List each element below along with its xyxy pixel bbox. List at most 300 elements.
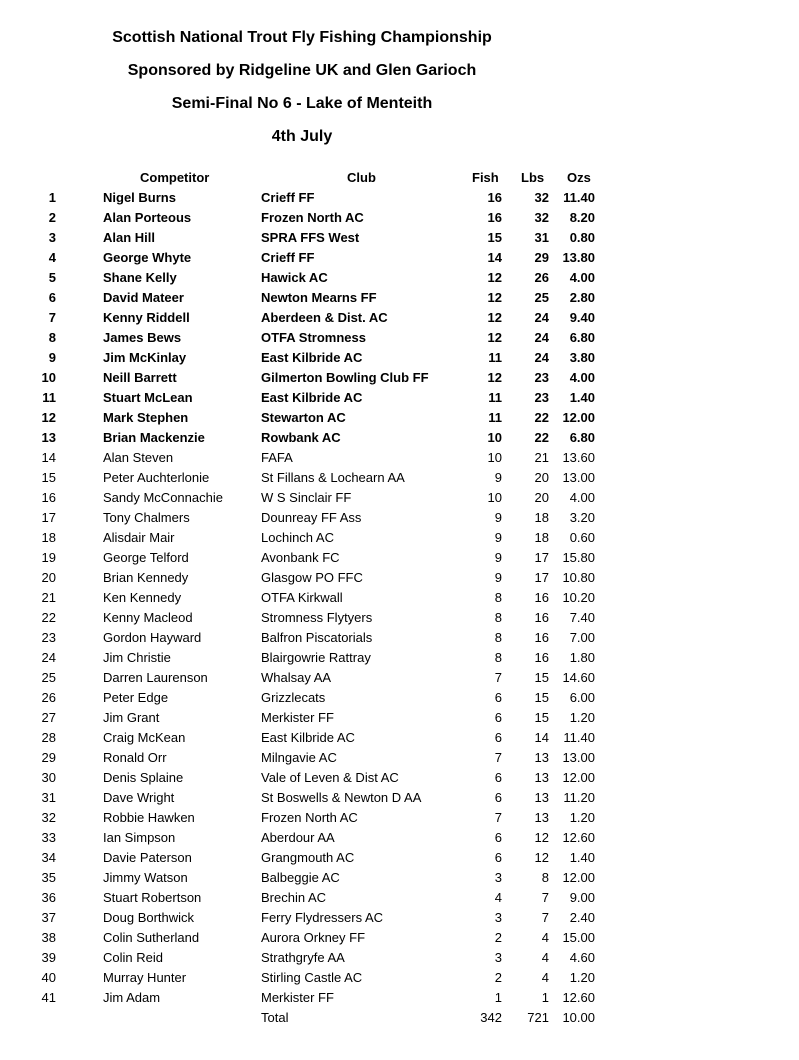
cell-club: Rowbank AC — [261, 430, 341, 445]
cell-ozs: 15.80 — [562, 550, 595, 565]
cell-lbs: 1 — [541, 990, 549, 1005]
table-row — [0, 408, 799, 428]
table-row — [0, 188, 799, 208]
cell-competitor: Jim Christie — [103, 650, 171, 665]
cell-club: Strathgryfe AA — [261, 950, 345, 965]
cell-ozs: 12.60 — [562, 830, 595, 845]
cell-club: Frozen North AC — [261, 210, 364, 225]
cell-ozs: 11.20 — [563, 790, 595, 805]
cell-club: East Kilbride AC — [261, 730, 355, 745]
table-row — [0, 588, 799, 608]
cell-lbs: 13 — [534, 750, 549, 765]
cell-position: 34 — [41, 850, 56, 865]
cell-competitor: George Telford — [103, 550, 189, 565]
cell-club: Aberdour AA — [261, 830, 335, 845]
cell-ozs: 12.00 — [562, 410, 595, 425]
table-row — [0, 928, 799, 948]
cell-competitor: Peter Auchterlonie — [103, 470, 210, 485]
cell-club: Brechin AC — [261, 890, 327, 905]
cell-fish: 10 — [487, 450, 502, 465]
cell-club: Stirling Castle AC — [261, 970, 363, 985]
table-row — [0, 988, 799, 1008]
cell-fish: 8 — [494, 650, 502, 665]
cell-position: 15 — [41, 470, 56, 485]
championship-title: Scottish National Trout Fly Fishing Championship — [112, 29, 492, 46]
cell-competitor: Jim Grant — [103, 710, 160, 725]
table-row — [0, 608, 799, 628]
cell-position: 22 — [41, 610, 56, 625]
cell-ozs: 1.20 — [569, 810, 595, 825]
table-row — [0, 448, 799, 468]
cell-lbs: 20 — [534, 470, 549, 485]
cell-lbs: 17 — [534, 570, 549, 585]
cell-position: 18 — [41, 530, 56, 545]
cell-fish: 10 — [487, 430, 502, 445]
cell-ozs: 0.80 — [569, 230, 595, 245]
cell-position: 2 — [48, 210, 56, 225]
cell-club: Lochinch AC — [261, 530, 334, 545]
cell-lbs: 23 — [534, 370, 549, 385]
cell-ozs: 12.00 — [562, 770, 595, 785]
cell-lbs: 18 — [534, 530, 549, 545]
cell-position: 26 — [41, 690, 56, 705]
cell-club: St Boswells & Newton D AA — [261, 790, 422, 805]
cell-competitor: James Bews — [103, 330, 182, 345]
cell-fish: 2 — [494, 970, 502, 985]
cell-fish: 3 — [494, 870, 502, 885]
header-competitor: Competitor — [140, 170, 210, 185]
cell-lbs: 29 — [534, 250, 549, 265]
cell-position: 33 — [41, 830, 56, 845]
table-row — [0, 568, 799, 588]
cell-competitor: Robbie Hawken — [103, 810, 195, 825]
cell-competitor: Ian Simpson — [103, 830, 176, 845]
cell-position: 23 — [41, 630, 56, 645]
table-row — [0, 688, 799, 708]
cell-ozs: 1.40 — [569, 390, 595, 405]
cell-fish: 1 — [494, 990, 502, 1005]
cell-club: Stromness Flytyers — [261, 610, 373, 625]
cell-competitor: Dave Wright — [103, 790, 175, 805]
table-row — [0, 708, 799, 728]
cell-competitor: Neill Barrett — [103, 370, 177, 385]
cell-competitor: Craig McKean — [103, 730, 186, 745]
cell-fish: 9 — [494, 570, 502, 585]
cell-ozs: 2.40 — [569, 910, 595, 925]
cell-competitor: Kenny Riddell — [103, 310, 190, 325]
cell-competitor: Alisdair Mair — [103, 530, 175, 545]
cell-position: 6 — [48, 290, 56, 305]
table-row — [0, 868, 799, 888]
cell-competitor: Sandy McConnachie — [103, 490, 223, 505]
cell-position: 8 — [48, 330, 56, 345]
cell-lbs: 18 — [534, 510, 549, 525]
cell-lbs: 21 — [534, 450, 549, 465]
cell-lbs: 4 — [541, 970, 549, 985]
cell-fish: 12 — [487, 370, 502, 385]
table-row — [0, 668, 799, 688]
cell-fish: 6 — [494, 690, 502, 705]
cell-position: 36 — [41, 890, 56, 905]
cell-fish: 10 — [487, 490, 502, 505]
cell-competitor: Alan Hill — [103, 230, 156, 245]
cell-ozs: 6.00 — [569, 690, 595, 705]
cell-position: 24 — [41, 650, 56, 665]
cell-lbs: 7 — [541, 890, 549, 905]
cell-club: Ferry Flydressers AC — [261, 910, 384, 925]
cell-club: OTFA Kirkwall — [261, 590, 343, 605]
cell-position: 1 — [48, 190, 56, 205]
sponsor-line: Sponsored by Ridgeline UK and Glen Garioch — [127, 62, 477, 79]
cell-ozs: 8.20 — [569, 210, 595, 225]
cell-ozs: 1.40 — [569, 850, 595, 865]
cell-club: Merkister FF — [261, 710, 334, 725]
cell-competitor: Ronald Orr — [103, 750, 167, 765]
cell-ozs: 7.00 — [569, 630, 595, 645]
cell-fish: 11 — [488, 390, 502, 405]
cell-ozs: 6.80 — [569, 330, 595, 345]
cell-competitor: Doug Borthwick — [103, 910, 195, 925]
cell-club: Dounreay FF Ass — [261, 510, 362, 525]
cell-club: Whalsay AA — [261, 670, 332, 685]
table-row — [0, 748, 799, 768]
cell-ozs: 4.00 — [569, 370, 595, 385]
header-ozs: Ozs — [567, 170, 591, 185]
cell-lbs: 16 — [534, 630, 549, 645]
cell-competitor: Jimmy Watson — [103, 870, 188, 885]
cell-lbs: 15 — [534, 710, 549, 725]
total-lbs: 721 — [527, 1010, 549, 1025]
cell-competitor: Gordon Hayward — [103, 630, 202, 645]
cell-club: Balbeggie AC — [261, 870, 340, 885]
cell-fish: 8 — [494, 610, 502, 625]
cell-ozs: 10.80 — [562, 570, 595, 585]
cell-position: 14 — [41, 450, 56, 465]
cell-fish: 4 — [494, 890, 502, 905]
cell-fish: 14 — [487, 250, 502, 265]
cell-fish: 11 — [488, 410, 502, 425]
table-row — [0, 828, 799, 848]
cell-fish: 6 — [494, 790, 502, 805]
cell-ozs: 9.00 — [569, 890, 595, 905]
cell-ozs: 14.60 — [562, 670, 595, 685]
table-row — [0, 628, 799, 648]
cell-competitor: Brian Kennedy — [103, 570, 189, 585]
cell-competitor: Stuart Robertson — [103, 890, 202, 905]
cell-ozs: 7.40 — [569, 610, 595, 625]
header-fish: Fish — [472, 170, 499, 185]
cell-ozs: 3.80 — [569, 350, 595, 365]
cell-fish: 6 — [494, 770, 502, 785]
cell-lbs: 7 — [541, 910, 549, 925]
cell-lbs: 16 — [534, 650, 549, 665]
cell-club: OTFA Stromness — [261, 330, 366, 345]
cell-competitor: Darren Laurenson — [103, 670, 208, 685]
cell-lbs: 26 — [534, 270, 549, 285]
cell-ozs: 4.00 — [569, 490, 595, 505]
cell-competitor: David Mateer — [103, 290, 184, 305]
cell-club: W S Sinclair FF — [261, 490, 352, 505]
cell-ozs: 13.00 — [562, 470, 595, 485]
table-row — [0, 948, 799, 968]
cell-lbs: 15 — [534, 670, 549, 685]
cell-lbs: 31 — [534, 230, 549, 245]
total-ozs: 10.00 — [562, 1010, 595, 1025]
cell-competitor: Brian Mackenzie — [103, 430, 205, 445]
cell-fish: 6 — [494, 730, 502, 745]
cell-ozs: 10.20 — [562, 590, 595, 605]
cell-club: Blairgowrie Rattray — [261, 650, 371, 665]
table-row — [0, 528, 799, 548]
table-row — [0, 888, 799, 908]
cell-competitor: Alan Porteous — [103, 210, 192, 225]
cell-lbs: 24 — [534, 330, 549, 345]
cell-position: 21 — [41, 590, 56, 605]
cell-ozs: 15.00 — [562, 930, 595, 945]
cell-lbs: 24 — [534, 350, 549, 365]
cell-club: Hawick AC — [261, 270, 328, 285]
cell-fish: 9 — [494, 470, 502, 485]
cell-fish: 9 — [494, 530, 502, 545]
cell-club: FAFA — [261, 450, 293, 465]
cell-lbs: 32 — [534, 210, 549, 225]
cell-ozs: 11.40 — [563, 730, 595, 745]
cell-fish: 6 — [494, 850, 502, 865]
cell-ozs: 13.60 — [562, 450, 595, 465]
table-row — [0, 388, 799, 408]
cell-lbs: 25 — [534, 290, 549, 305]
cell-position: 11 — [42, 390, 56, 405]
cell-club: Grizzlecats — [261, 690, 326, 705]
cell-lbs: 17 — [534, 550, 549, 565]
cell-club: Vale of Leven & Dist AC — [261, 770, 399, 785]
cell-club: Crieff FF — [261, 250, 315, 265]
cell-position: 37 — [41, 910, 56, 925]
cell-lbs: 12 — [534, 830, 549, 845]
cell-ozs: 4.00 — [569, 270, 595, 285]
table-row — [0, 788, 799, 808]
table-row — [0, 268, 799, 288]
cell-position: 30 — [41, 770, 56, 785]
cell-club: Balfron Piscatorials — [261, 630, 373, 645]
cell-ozs: 3.20 — [569, 510, 595, 525]
cell-fish: 2 — [494, 930, 502, 945]
cell-fish: 16 — [487, 190, 502, 205]
cell-fish: 6 — [494, 830, 502, 845]
total-label: Total — [261, 1010, 289, 1025]
cell-competitor: Davie Paterson — [103, 850, 192, 865]
cell-fish: 3 — [494, 950, 502, 965]
cell-lbs: 8 — [541, 870, 549, 885]
cell-club: Frozen North AC — [261, 810, 358, 825]
cell-club: Aberdeen & Dist. AC — [261, 310, 388, 325]
table-row — [0, 848, 799, 868]
cell-competitor: George Whyte — [103, 250, 192, 265]
cell-competitor: Murray Hunter — [103, 970, 187, 985]
cell-fish: 3 — [494, 910, 502, 925]
cell-competitor: Mark Stephen — [103, 410, 189, 425]
cell-position: 32 — [41, 810, 56, 825]
cell-position: 25 — [41, 670, 56, 685]
cell-lbs: 13 — [534, 810, 549, 825]
cell-club: East Kilbride AC — [261, 350, 363, 365]
table-row — [0, 228, 799, 248]
cell-lbs: 22 — [534, 430, 549, 445]
cell-lbs: 13 — [534, 790, 549, 805]
cell-lbs: 16 — [534, 590, 549, 605]
cell-ozs: 12.60 — [562, 990, 595, 1005]
event-name: Semi-Final No 6 - Lake of Menteith — [171, 95, 433, 112]
cell-ozs: 6.80 — [569, 430, 595, 445]
table-row — [0, 728, 799, 748]
cell-position: 10 — [41, 370, 56, 385]
cell-club: Glasgow PO FFC — [261, 570, 363, 585]
cell-competitor: Denis Splaine — [103, 770, 184, 785]
cell-position: 39 — [41, 950, 56, 965]
cell-position: 5 — [48, 270, 56, 285]
cell-lbs: 15 — [534, 690, 549, 705]
cell-fish: 11 — [488, 350, 502, 365]
cell-position: 3 — [48, 230, 56, 245]
cell-ozs: 2.80 — [569, 290, 595, 305]
table-row — [0, 248, 799, 268]
total-row — [0, 1008, 799, 1028]
table-row — [0, 468, 799, 488]
cell-position: 12 — [41, 410, 56, 425]
cell-club: Avonbank FC — [261, 550, 340, 565]
event-date: 4th July — [271, 128, 333, 145]
cell-position: 4 — [48, 250, 56, 265]
cell-competitor: Alan Steven — [103, 450, 174, 465]
cell-ozs: 12.00 — [562, 870, 595, 885]
cell-club: Aurora Orkney FF — [261, 930, 366, 945]
header-lbs: Lbs — [521, 170, 545, 185]
cell-fish: 9 — [494, 510, 502, 525]
cell-fish: 12 — [487, 330, 502, 345]
cell-ozs: 13.80 — [562, 250, 595, 265]
cell-lbs: 23 — [534, 390, 549, 405]
cell-position: 31 — [41, 790, 56, 805]
table-row — [0, 488, 799, 508]
cell-ozs: 13.00 — [562, 750, 595, 765]
cell-fish: 12 — [487, 270, 502, 285]
cell-ozs: 1.80 — [569, 650, 595, 665]
cell-fish: 12 — [487, 290, 502, 305]
cell-lbs: 24 — [534, 310, 549, 325]
cell-ozs: 11.40 — [563, 190, 595, 205]
cell-position: 9 — [48, 350, 56, 365]
cell-ozs: 1.20 — [569, 970, 595, 985]
cell-club: Grangmouth AC — [261, 850, 355, 865]
cell-fish: 7 — [494, 670, 502, 685]
cell-lbs: 32 — [534, 190, 549, 205]
table-row — [0, 648, 799, 668]
cell-club: Newton Mearns FF — [261, 290, 377, 305]
table-row — [0, 368, 799, 388]
cell-position: 28 — [41, 730, 56, 745]
cell-fish: 7 — [494, 810, 502, 825]
cell-lbs: 22 — [534, 410, 549, 425]
cell-position: 7 — [48, 310, 56, 325]
table-header-row — [0, 168, 799, 188]
table-row — [0, 348, 799, 368]
cell-competitor: Ken Kennedy — [103, 590, 182, 605]
cell-fish: 16 — [487, 210, 502, 225]
table-row — [0, 288, 799, 308]
table-row — [0, 768, 799, 788]
cell-position: 40 — [41, 970, 56, 985]
cell-club: Crieff FF — [261, 190, 315, 205]
table-row — [0, 908, 799, 928]
cell-position: 17 — [41, 510, 56, 525]
cell-club: Stewarton AC — [261, 410, 346, 425]
table-row — [0, 968, 799, 988]
cell-competitor: Jim Adam — [103, 990, 161, 1005]
cell-competitor: Nigel Burns — [103, 190, 176, 205]
table-row — [0, 328, 799, 348]
cell-lbs: 14 — [534, 730, 549, 745]
cell-fish: 8 — [494, 590, 502, 605]
table-row — [0, 428, 799, 448]
table-row — [0, 308, 799, 328]
cell-ozs: 0.60 — [569, 530, 595, 545]
cell-club: Milngavie AC — [261, 750, 337, 765]
cell-competitor: Peter Edge — [103, 690, 169, 705]
table-row — [0, 208, 799, 228]
cell-club: Merkister FF — [261, 990, 334, 1005]
cell-position: 41 — [41, 990, 56, 1005]
cell-lbs: 13 — [534, 770, 549, 785]
table-row — [0, 808, 799, 828]
cell-ozs: 4.60 — [569, 950, 595, 965]
cell-position: 20 — [41, 570, 56, 585]
cell-position: 35 — [41, 870, 56, 885]
cell-club: St Fillans & Lochearn AA — [261, 470, 405, 485]
cell-position: 38 — [41, 930, 56, 945]
cell-ozs: 1.20 — [569, 710, 595, 725]
cell-club: Gilmerton Bowling Club FF — [261, 370, 429, 385]
cell-lbs: 4 — [541, 950, 549, 965]
cell-ozs: 9.40 — [569, 310, 595, 325]
cell-competitor: Jim McKinlay — [103, 350, 187, 365]
cell-competitor: Colin Reid — [103, 950, 163, 965]
cell-fish: 7 — [494, 750, 502, 765]
cell-competitor: Tony Chalmers — [103, 510, 190, 525]
table-row — [0, 548, 799, 568]
cell-fish: 6 — [494, 710, 502, 725]
cell-fish: 9 — [494, 550, 502, 565]
cell-lbs: 16 — [534, 610, 549, 625]
cell-lbs: 4 — [541, 930, 549, 945]
cell-competitor: Shane Kelly — [103, 270, 177, 285]
cell-lbs: 12 — [534, 850, 549, 865]
cell-position: 29 — [41, 750, 56, 765]
cell-position: 13 — [41, 430, 56, 445]
table-row — [0, 508, 799, 528]
cell-competitor: Kenny Macleod — [103, 610, 193, 625]
cell-club: SPRA FFS West — [261, 230, 360, 245]
cell-competitor: Stuart McLean — [103, 390, 193, 405]
cell-fish: 12 — [487, 310, 502, 325]
cell-position: 27 — [41, 710, 56, 725]
cell-fish: 8 — [494, 630, 502, 645]
cell-position: 19 — [41, 550, 56, 565]
cell-fish: 15 — [487, 230, 502, 245]
cell-competitor: Colin Sutherland — [103, 930, 200, 945]
header-club: Club — [347, 170, 376, 185]
cell-club: East Kilbride AC — [261, 390, 363, 405]
cell-lbs: 20 — [534, 490, 549, 505]
